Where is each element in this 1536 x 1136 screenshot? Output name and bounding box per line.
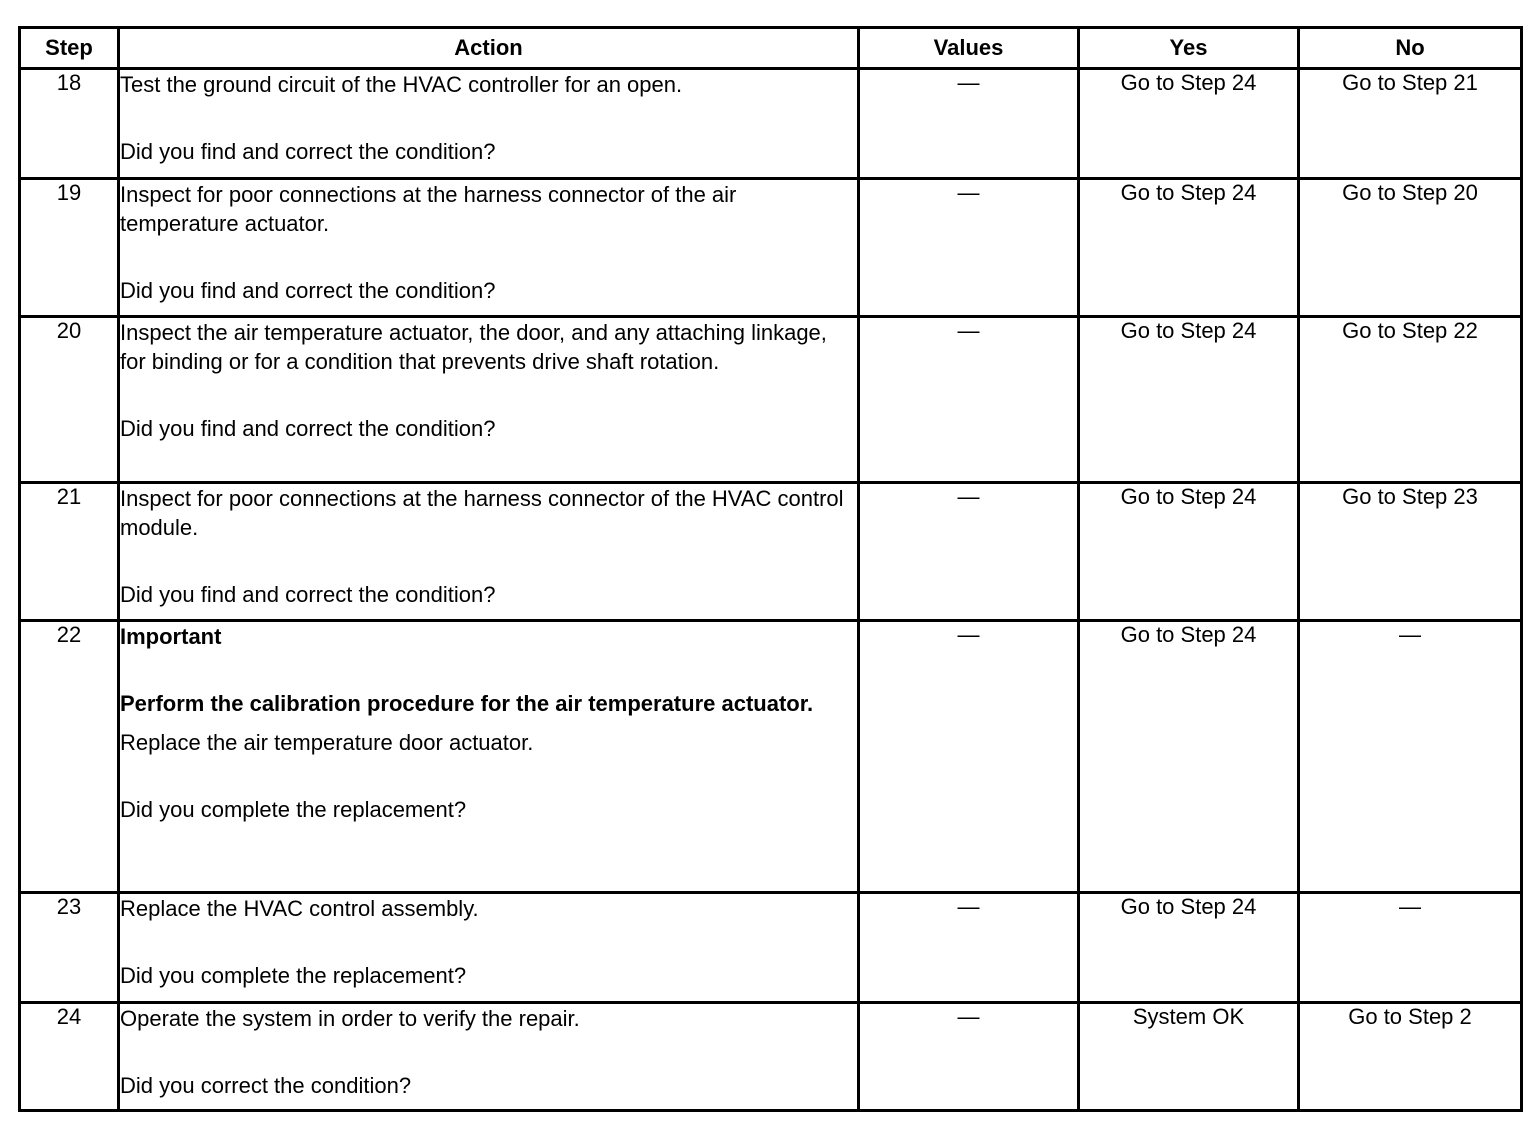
- step-number: 20: [20, 317, 119, 483]
- table-row: [20, 1003, 1522, 1111]
- header-values: Values: [859, 28, 1079, 69]
- action-cell: [119, 621, 859, 893]
- action-cell: [119, 179, 859, 317]
- values-cell: —: [859, 621, 1079, 893]
- values-cell: —: [859, 179, 1079, 317]
- action-cell: [119, 893, 859, 1003]
- action-text: Inspect for poor connections at the harness connector of the HVAC control module.: [120, 486, 844, 540]
- values-cell: —: [859, 317, 1079, 483]
- action-text: Inspect for poor connections at the harness connector of the air temperature actuator.: [120, 182, 737, 236]
- action-question: Did you find and correct the condition?: [120, 582, 496, 607]
- step-number: 23: [20, 893, 119, 1003]
- no-cell: —: [1299, 621, 1522, 893]
- table-row: [20, 69, 1522, 179]
- step-number: 19: [20, 179, 119, 317]
- no-cell: Go to Step 20: [1299, 179, 1522, 317]
- yes-cell: Go to Step 24: [1079, 621, 1299, 893]
- action-question: Did you complete the replacement?: [120, 797, 467, 822]
- yes-cell: Go to Step 24: [1079, 69, 1299, 179]
- table-row: [20, 621, 1522, 893]
- yes-cell: Go to Step 24: [1079, 483, 1299, 621]
- values-cell: —: [859, 483, 1079, 621]
- action-text: Replace the air temperature door actuator.: [120, 730, 534, 755]
- action-question: Did you find and correct the condition?: [120, 139, 496, 164]
- action-question: Did you correct the condition?: [120, 1073, 412, 1098]
- action-text: Test the ground circuit of the HVAC controller for an open.: [120, 72, 683, 97]
- action-question: Did you complete the replacement?: [120, 963, 467, 988]
- no-cell: Go to Step 2: [1299, 1003, 1522, 1111]
- yes-cell: Go to Step 24: [1079, 179, 1299, 317]
- header-yes: Yes: [1079, 28, 1299, 69]
- table-row: [20, 179, 1522, 317]
- header-action: Action: [119, 28, 859, 69]
- table-row: [20, 317, 1522, 483]
- important-text: Perform the calibration procedure for the air temperature actuator.: [120, 691, 814, 716]
- table-row: [20, 483, 1522, 621]
- header-no: No: [1299, 28, 1522, 69]
- step-number: 21: [20, 483, 119, 621]
- action-text: Replace the HVAC control assembly.: [120, 896, 479, 921]
- action-cell: [119, 69, 859, 179]
- step-number: 22: [20, 621, 119, 893]
- step-number: 24: [20, 1003, 119, 1111]
- no-cell: —: [1299, 893, 1522, 1003]
- values-cell: —: [859, 69, 1079, 179]
- no-cell: Go to Step 22: [1299, 317, 1522, 483]
- action-cell: [119, 1003, 859, 1111]
- header-step: Step: [20, 28, 119, 69]
- step-number: 18: [20, 69, 119, 179]
- important-label: Important: [120, 624, 222, 649]
- action-question: Did you find and correct the condition?: [120, 416, 496, 441]
- action-text: Inspect the air temperature actuator, the door, and any attaching linkage, for binding or for a condition that prevents drive shaft rotation.: [120, 320, 827, 374]
- no-cell: Go to Step 23: [1299, 483, 1522, 621]
- yes-cell: Go to Step 24: [1079, 317, 1299, 483]
- action-text: Operate the system in order to verify the repair.: [120, 1006, 580, 1031]
- table-row: [20, 893, 1522, 1003]
- diagnostic-table: [18, 26, 1523, 1112]
- table-header-row: [20, 28, 1522, 69]
- diagnostic-table-container: [18, 26, 1523, 1112]
- values-cell: —: [859, 1003, 1079, 1111]
- values-cell: —: [859, 893, 1079, 1003]
- action-cell: [119, 317, 859, 483]
- yes-cell: Go to Step 24: [1079, 893, 1299, 1003]
- action-cell: [119, 483, 859, 621]
- no-cell: Go to Step 21: [1299, 69, 1522, 179]
- action-question: Did you find and correct the condition?: [120, 278, 496, 303]
- yes-cell: System OK: [1079, 1003, 1299, 1111]
